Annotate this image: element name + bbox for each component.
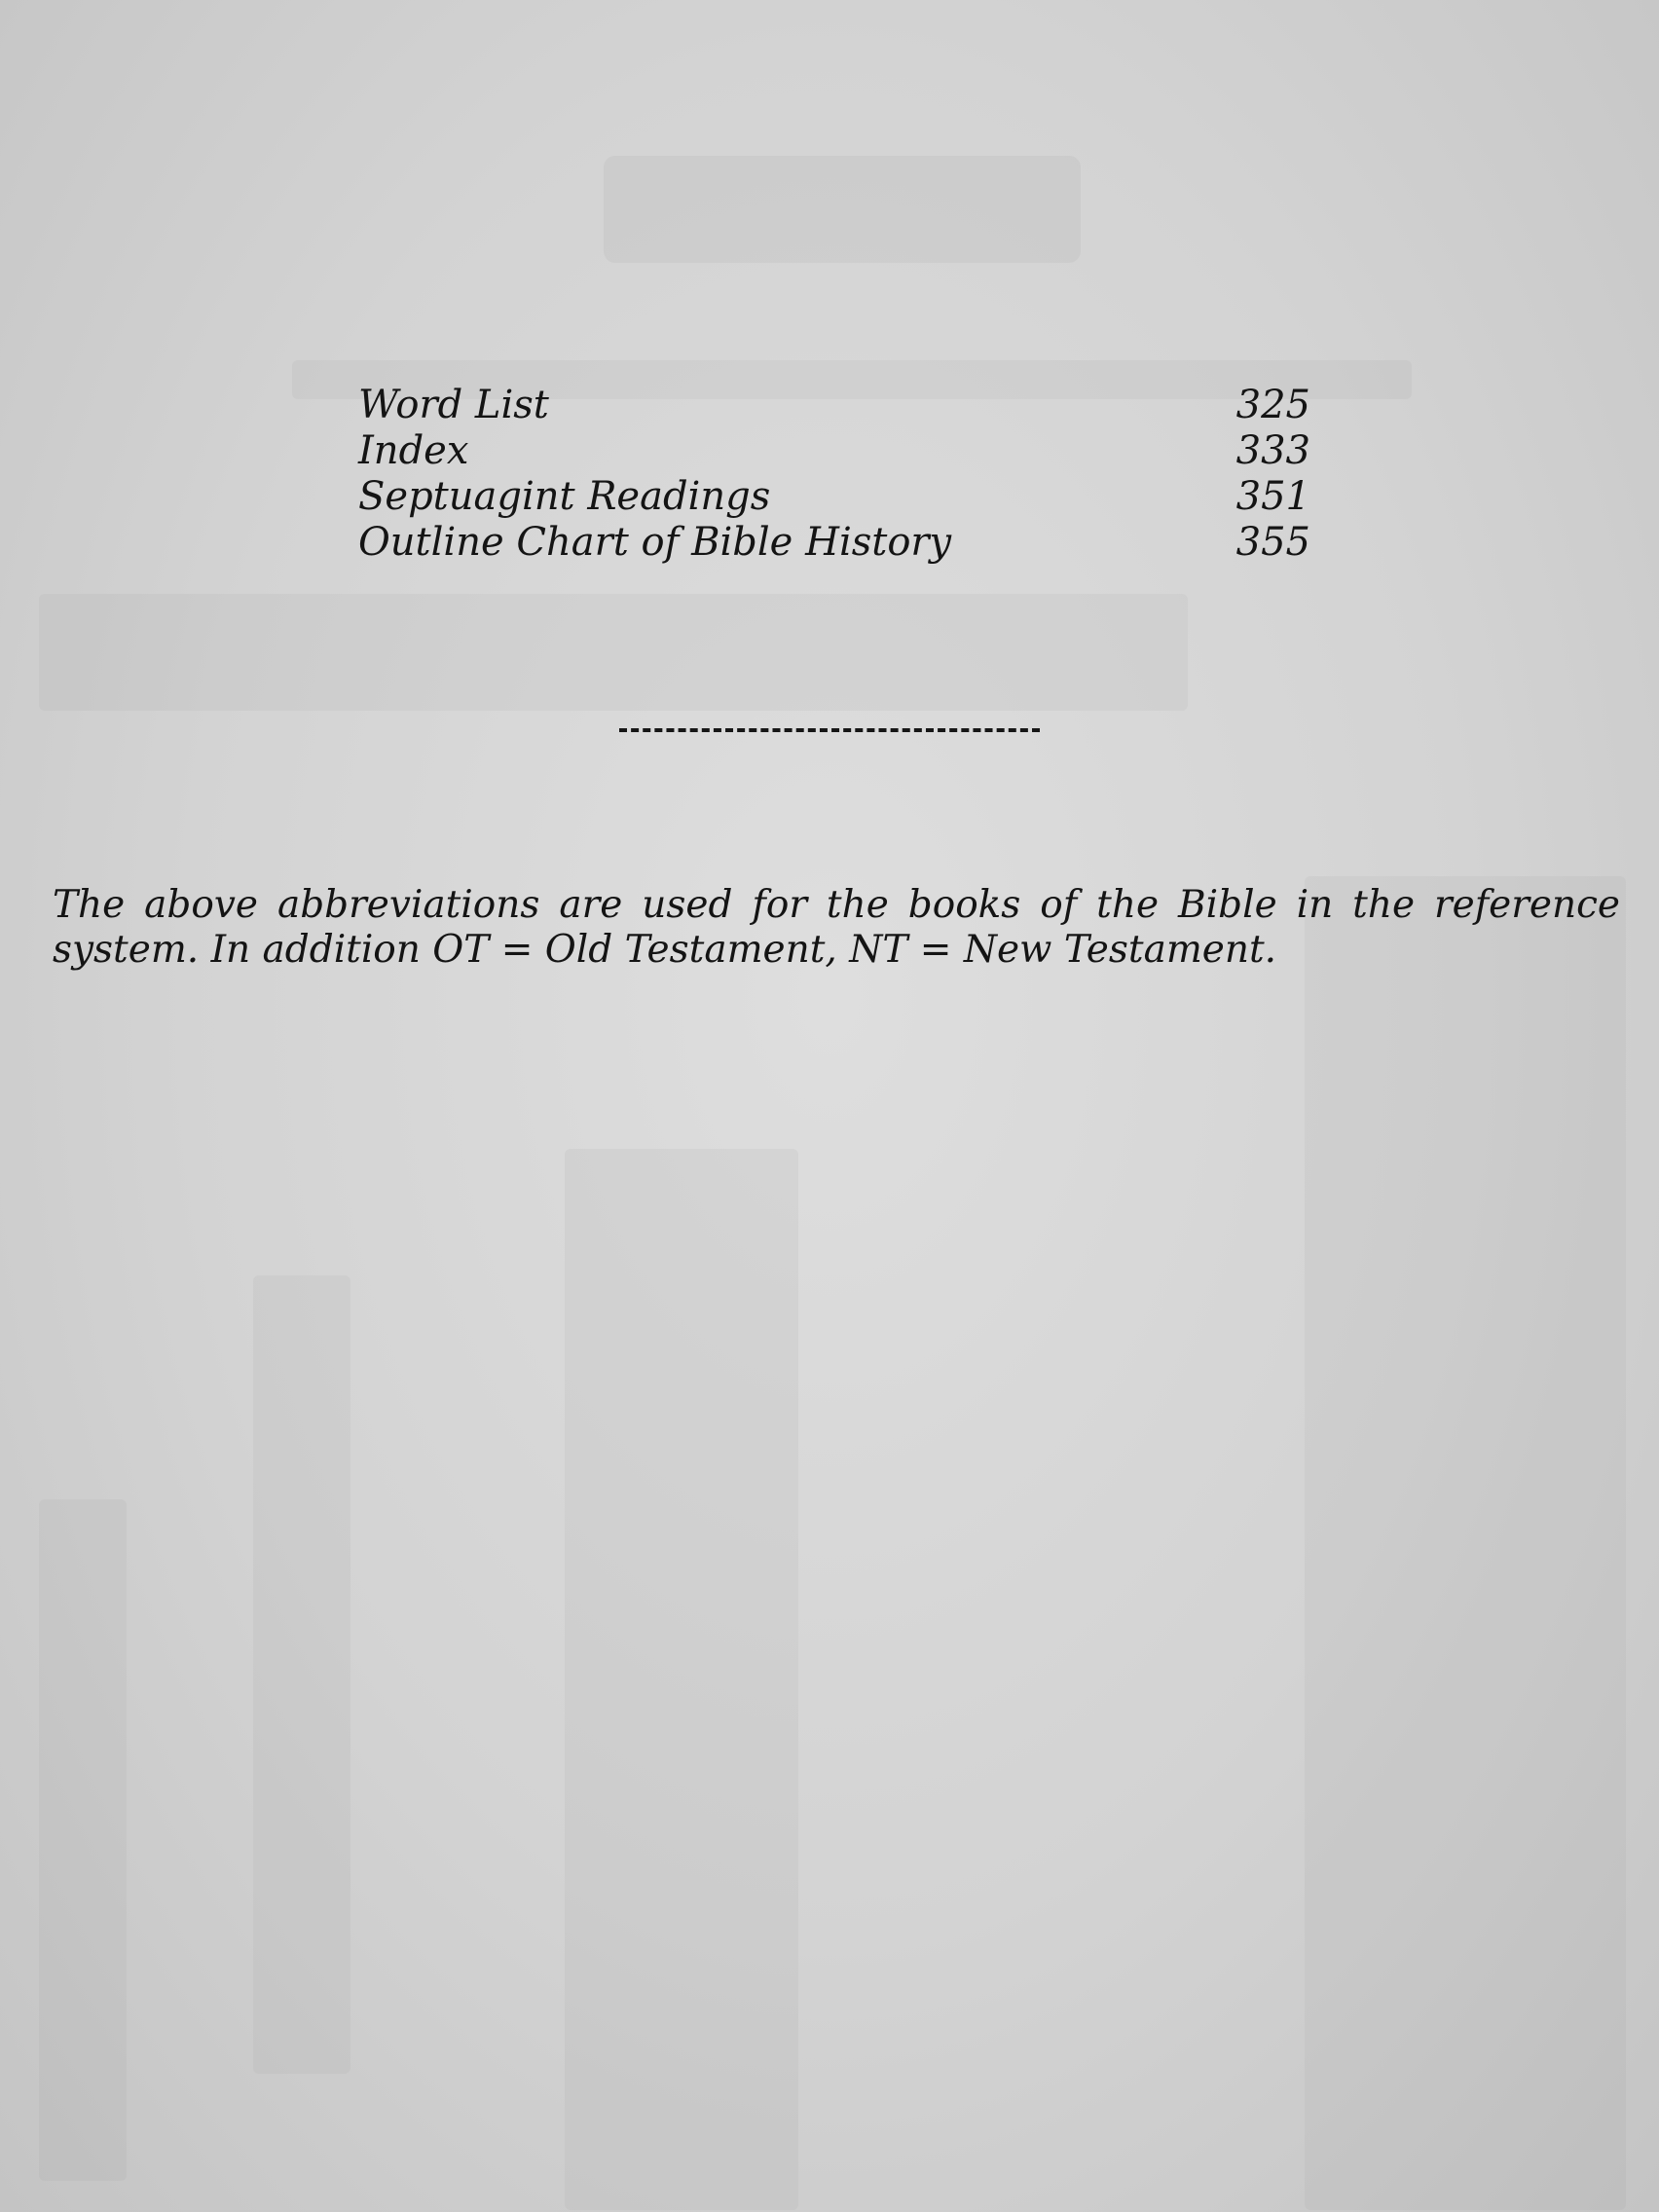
contents-entry-title: Index [358,428,469,473]
show-through-column-left [253,1275,350,2074]
contents-entry [358,383,1312,428]
show-through-column-edge [39,1499,127,2181]
contents-entry-page: 351 [1235,474,1310,519]
contents-entry-title: Outline Chart of Bible History [358,520,952,565]
contents-list [358,383,1312,566]
show-through-column-right [1305,876,1626,2210]
abbreviations-note: The above abbreviations are used for the books of the Bible in the reference system. In addition OT = Old Testament, NT = New Testament. [53,883,1620,972]
contents-entry [358,428,1312,474]
show-through-header [604,156,1081,263]
contents-entry-title: Septuagint Readings [358,474,771,519]
contents-entry-title: Word List [358,383,549,427]
contents-entry-page: 333 [1235,428,1310,473]
contents-entry-page: 355 [1235,520,1310,565]
section-divider [619,728,1040,732]
show-through-column-middle [565,1149,798,2210]
contents-entry-page: 325 [1235,383,1310,427]
show-through-band-2 [39,594,1188,711]
contents-entry [358,520,1312,566]
contents-entry [358,474,1312,520]
